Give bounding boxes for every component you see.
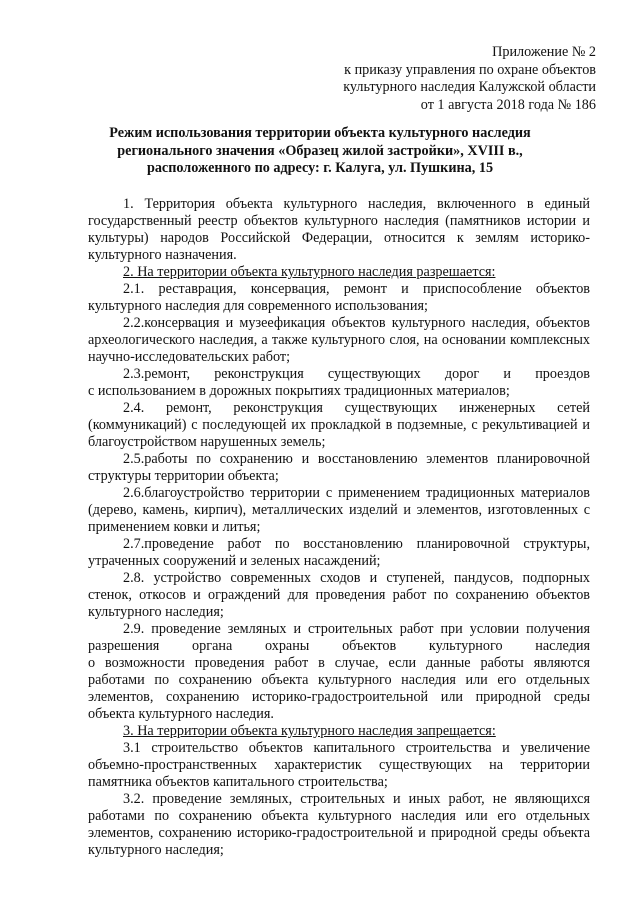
paragraph-2-3-line-1: 2.3.ремонт, реконструкция существующих дорог и проездов	[123, 366, 590, 382]
paragraph-2-3-line-2: с использованием в дорожных покрытиях традиционных материалов;	[88, 383, 510, 399]
section-2-heading: 2. На территории объекта культурного наследия разрешается:	[123, 264, 496, 280]
document-title	[0, 125, 640, 178]
paragraph-2-7: 2.7.проведение работ по восстановлению планировочной структуры, утраченных сооружений и зеленых насаждений;	[88, 536, 590, 569]
paragraph-2-1: 2.1. реставрация, консервация, ремонт и приспособление объектов культурного наследия для современного использования;	[88, 281, 590, 314]
title-line: расположенного по адресу: г. Калуга, ул. Пушкина, 15	[146, 160, 494, 176]
appendix-line: культурного наследия Калужской области	[343, 79, 596, 95]
paragraph-3-1: 3.1 строительство объектов капитального строительства и увеличение объемно-пространственных характеристик существующих на территории памятника объектов капитального строительства;	[88, 740, 590, 790]
paragraph-3-2: 3.2. проведение земляных, строительных и иных работ, не являющихся работами по сохранению объекта культурного наследия или его отдельных элементов, сохранению историко-градостроительной и природной среды объекта культурного наследия;	[88, 791, 590, 858]
paragraph-2-6: 2.6.благоустройство территории с применением традиционных материалов (дерево, камень, кирпич), металлических изделий и элементов, изготовленных с применением ковки и литья;	[88, 485, 590, 535]
paragraph-2-4: 2.4. ремонт, реконструкция существующих инженерных сетей (коммуникаций) с последующей их прокладкой в подземные, с рекультивацией и благоустройством нарушенных земель;	[88, 400, 590, 450]
title-line: Режим использования территории объекта культурного наследия	[109, 125, 531, 141]
paragraph-2-5: 2.5.работы по сохранению и восстановлению элементов планировочной структуры территории объекта;	[88, 451, 590, 484]
appendix-line: Приложение № 2	[492, 44, 596, 60]
title-line: регионального значения «Образец жилой застройки», XVIII в.,	[117, 142, 523, 159]
appendix-line: от 1 августа 2018 года № 186	[420, 96, 596, 113]
paragraph-2-8: 2.8. устройство современных сходов и ступеней, пандусов, подпорных стенок, откосов и ограждений для проведения работ по сохранению объектов культурного наследия;	[88, 570, 590, 620]
paragraph-2-9-part-2: о возможности проведения работ в случае, если данные работы являются работами по сохранению объекта культурного наследия или его отдельных элементов, сохранению историко-градостроительной или природной среды объекта культурного наследия.	[88, 655, 590, 722]
appendix-header	[343, 44, 596, 114]
section-3-heading: 3. На территории объекта культурного наследия запрещается:	[123, 723, 496, 739]
appendix-line: к приказу управления по охране объектов	[344, 61, 596, 78]
document-body	[88, 196, 590, 859]
paragraph-2-9-part-1: 2.9. проведение земляных и строительных работ при условии получения разрешения органа охраны объектов культурного наследия	[88, 621, 590, 654]
paragraph-1: 1. Территория объекта культурного наследия, включенного в единый государственный реестр объектов культурного наследия (памятников истории и культуры) народов Российской Федерации, относится к землям историко-культурного назначения.	[88, 196, 590, 263]
paragraph-2-2: 2.2.консервация и музеефикация объектов культурного наследия, объектов археологического наследия, а также культурного слоя, на основании комплексных научно-исследовательских работ;	[88, 315, 590, 365]
